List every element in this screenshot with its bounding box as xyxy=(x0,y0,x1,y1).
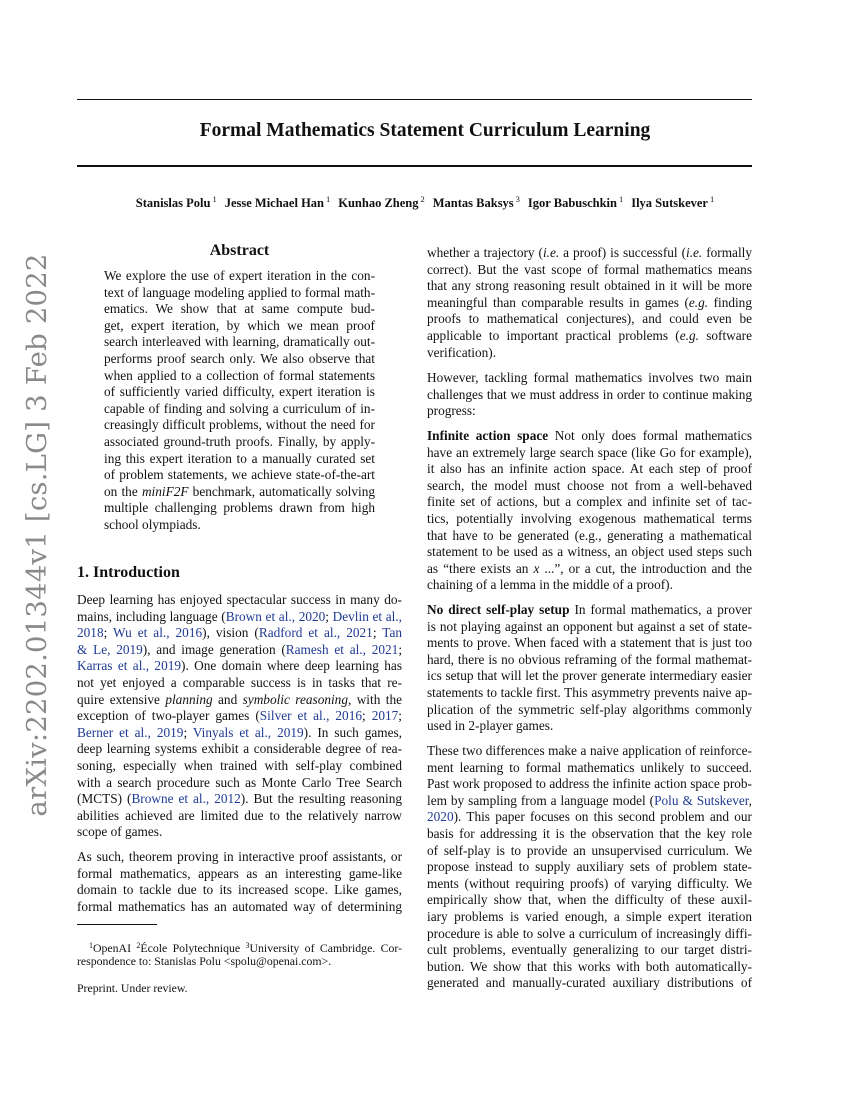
text-run: applicable to important practical problems ( xyxy=(427,327,680,343)
text-line xyxy=(77,675,402,692)
text-run: not yet enjoyed a comparable success is in tasks that re- xyxy=(77,674,402,690)
text-run: ; xyxy=(362,708,372,724)
text-line xyxy=(427,718,752,735)
text-run: correct). But the vast scope of formal mathematics means xyxy=(427,261,752,277)
text-run: is not playing against an opponent but against a set of state- xyxy=(427,618,752,634)
text-line xyxy=(427,262,752,279)
citation-link[interactable]: Berner et al., 2019 xyxy=(77,724,184,740)
text-line xyxy=(77,758,402,775)
text-line xyxy=(427,370,752,387)
text-line xyxy=(427,793,752,810)
text-run: Deep learning has enjoyed spectacular success in many do- xyxy=(77,592,402,607)
text-run: get, expert iteration, by which we mean proof xyxy=(104,317,375,333)
paper-title: Formal Mathematics Statement Curriculum Learning xyxy=(199,120,651,141)
citation-link[interactable]: & Le, 2019 xyxy=(77,641,143,657)
text-line xyxy=(427,909,752,926)
intro-paragraph xyxy=(77,592,402,841)
text-line xyxy=(77,642,402,659)
text-run: of self-play is to provide an unsupervised curriculum. We xyxy=(427,842,752,858)
text-run: Past work proposed to address the infinite action space prob- xyxy=(427,776,752,792)
text-line xyxy=(427,876,752,893)
text-line xyxy=(104,301,375,318)
text-line xyxy=(104,401,375,418)
emphasis-text: i.e. xyxy=(542,245,560,260)
text-run: ing this expert iteration to a manually curated set xyxy=(104,450,375,466)
text-line xyxy=(427,328,752,345)
text-line xyxy=(77,866,402,883)
citation-link[interactable]: Vinyals et al., 2019 xyxy=(192,724,304,740)
text-line xyxy=(104,517,375,534)
text-line xyxy=(427,478,752,495)
author-name: Mantas Baksys xyxy=(432,196,514,210)
text-run: ment learning to formal mathematics unlikely to succeed. xyxy=(427,759,752,775)
text-line xyxy=(427,702,752,719)
author-affiliation-number: 1 xyxy=(709,194,715,204)
text-run: associated ground-truth proofs. Finally, by apply- xyxy=(104,433,375,449)
text-run: abilities achieved are limited due to the relatively narrow xyxy=(77,807,402,823)
citation-link[interactable]: Ramesh et al., 2021 xyxy=(285,641,399,657)
correspondence: respondence to: Stanislas Polu <spolu@openai.com>. xyxy=(77,953,332,968)
text-line xyxy=(427,561,752,578)
text-run: verification). xyxy=(427,344,497,360)
text-line xyxy=(427,942,752,959)
citation-link[interactable]: Wu et al., 2016 xyxy=(113,625,203,641)
affiliation: University of Cambridge. Cor- xyxy=(249,941,403,955)
author-affiliation-number: 2 xyxy=(420,194,425,204)
citation-link[interactable]: Devlin et al., xyxy=(332,608,402,624)
text-run: proofs to mathematical conjectures), and could even be xyxy=(427,311,752,327)
title-top-rule xyxy=(77,99,752,100)
text-run: procedure is able to solve a curriculum of increasingly diffi- xyxy=(427,925,752,941)
text-line xyxy=(77,741,402,758)
text-run: as “there exists an xyxy=(427,560,534,576)
text-line xyxy=(427,278,752,295)
text-line xyxy=(77,882,402,899)
text-line xyxy=(427,668,752,685)
text-run: ematics. We show that at same compute bud- xyxy=(104,301,375,317)
text-line xyxy=(427,311,752,328)
text-line xyxy=(427,577,752,594)
emphasis-text: planning xyxy=(165,691,213,707)
text-line xyxy=(77,592,402,609)
author-affiliation-number: 1 xyxy=(212,194,217,204)
body-paragraph xyxy=(427,370,752,420)
text-line xyxy=(104,484,375,501)
text-run: These two differences make a naive application of reinforce- xyxy=(427,743,752,758)
text-run: a proof) is successful ( xyxy=(559,245,686,260)
text-run: with a search procedure such as Monte Carlo Tree Search xyxy=(77,774,402,790)
text-run: that have to be generated (e.g., generating a mathematical xyxy=(427,527,752,543)
text-run: (MCTS) ( xyxy=(77,791,132,807)
body-paragraph xyxy=(427,245,752,361)
text-line xyxy=(427,959,752,976)
author xyxy=(631,196,714,210)
text-run: plication of the symmetric self-play algorithms commonly xyxy=(427,701,752,717)
text-run: iary problems is varied enough, a simple expert iteration xyxy=(427,908,752,924)
text-run: empirically show that, when the difficulty of these auxil- xyxy=(427,892,752,908)
emphasis-text: e.g. xyxy=(688,294,709,310)
affiliation: OpenAI xyxy=(93,941,137,955)
text-run: lem by sampling from a language model ( xyxy=(427,792,655,808)
author xyxy=(136,196,217,210)
text-run: capable of finding and solving a curriculum of in- xyxy=(104,400,375,416)
footnote xyxy=(77,938,402,969)
abstract-text xyxy=(104,268,375,534)
text-line xyxy=(427,892,752,909)
citation-link[interactable]: Silver et al., 2016 xyxy=(259,708,362,724)
text-line xyxy=(427,445,752,462)
section-heading-introduction: 1. Introduction xyxy=(77,564,180,581)
text-run: However, tackling formal mathematics involves two main xyxy=(427,370,752,385)
text-line xyxy=(427,619,752,636)
author-name: Igor Babuschkin xyxy=(527,196,617,210)
text-line xyxy=(427,652,752,669)
text-run: ments (without requiring proofs) of varying difficulty. We xyxy=(427,875,752,891)
text-line xyxy=(104,268,375,285)
text-run: of sufficiently varied difficulty, expert iteration is xyxy=(104,384,375,400)
text-run: cult problems, eventually generalizing to our target distri- xyxy=(427,942,752,958)
author-name: Ilya Sutskever xyxy=(631,196,708,210)
text-line xyxy=(104,351,375,368)
text-run: deep learning systems exhibit a considerable degree of rea- xyxy=(77,741,402,757)
text-run: meaningful than comparable results in games ( xyxy=(427,294,689,310)
text-run: challenges that we must address in order to continue making xyxy=(427,386,752,402)
text-run: ). One domain where deep learning has xyxy=(181,658,402,674)
text-run: We explore the use of expert iteration in the con- xyxy=(104,268,375,283)
text-run: hard, there is no obvious reframing of the formal mathemat- xyxy=(427,651,752,667)
text-line xyxy=(427,403,752,420)
text-run: ; xyxy=(325,608,333,624)
text-line xyxy=(427,602,752,619)
text-line xyxy=(427,975,752,992)
text-line xyxy=(77,824,402,841)
text-run: used in 2-player games. xyxy=(427,718,554,734)
text-run: generated and manually-curated auxiliary distributions of xyxy=(427,975,752,991)
paragraph-run-in-heading: No direct self-play setup xyxy=(427,602,570,617)
text-line xyxy=(104,467,375,484)
author-name: Stanislas Polu xyxy=(135,196,211,210)
author-affiliation-number: 1 xyxy=(618,194,624,204)
arxiv-stamp: arXiv:2202.01344v1 [cs.LG] 3 Feb 2022 xyxy=(21,253,53,817)
text-run: search, the model must choose not from a well-behaved xyxy=(427,477,752,493)
author xyxy=(225,196,331,210)
text-line xyxy=(104,500,375,517)
text-run: ), vision ( xyxy=(202,625,259,641)
citation-link[interactable]: Karras et al., 2019 xyxy=(77,658,182,674)
text-run: quire extensive xyxy=(77,691,166,707)
text-run: statement to be used as a witness, an object used steps such xyxy=(427,544,752,560)
text-run: , with the xyxy=(347,691,402,707)
text-run: whether a trajectory ( xyxy=(427,245,543,260)
text-run: ). This paper focuses on this second problem and our xyxy=(453,809,752,825)
text-run: and xyxy=(212,691,243,707)
citation-link[interactable]: 2020 xyxy=(427,809,454,825)
text-line xyxy=(77,725,402,742)
text-line xyxy=(77,625,402,642)
text-line xyxy=(427,245,752,262)
text-run: ics setup that will let the prover generate intermediary easier xyxy=(427,668,752,684)
text-line xyxy=(427,776,752,793)
text-line xyxy=(77,849,402,866)
text-line xyxy=(427,494,752,511)
citation-link[interactable]: Brown et al., 2020 xyxy=(225,608,326,624)
text-run: search interleaved with learning, dramatically out- xyxy=(104,334,375,350)
text-run: propose instead to supply auxiliary sets of problem state- xyxy=(427,859,752,875)
affiliation-number: 2 xyxy=(136,941,141,950)
author-list xyxy=(0,194,850,211)
text-line xyxy=(427,926,752,943)
text-run: Not only does formal mathematics xyxy=(548,428,752,443)
text-line xyxy=(427,345,752,362)
text-run: domain to tackle due to its increased scope. Like games, xyxy=(77,882,402,898)
text-run: chaining of a lemma in the middle of a proof). xyxy=(427,577,673,593)
footnote-rule xyxy=(77,924,157,925)
citation-link[interactable]: Tan xyxy=(382,625,403,641)
text-run: finding xyxy=(708,294,752,310)
affiliation-number: 1 xyxy=(89,941,93,950)
text-line xyxy=(427,295,752,312)
text-line xyxy=(427,760,752,777)
text-line xyxy=(104,417,375,434)
text-run: when applied to a collection of formal statements xyxy=(104,367,375,383)
text-run: exception of two-player games ( xyxy=(77,708,260,724)
emphasis-text: i.e. xyxy=(686,245,703,260)
text-run: basis for addressing it is the observation that the key role xyxy=(427,825,752,841)
author-affiliation-number: 1 xyxy=(326,194,331,204)
author-name: Kunhao Zheng xyxy=(338,196,419,210)
text-line xyxy=(104,384,375,401)
affiliation-number: 3 xyxy=(245,941,250,950)
text-line xyxy=(104,285,375,302)
citation-link[interactable]: 2018 xyxy=(77,625,104,641)
text-line xyxy=(77,609,402,626)
citation-link[interactable]: Browne et al., 2012 xyxy=(131,791,241,807)
citation-link[interactable]: Radford et al., 2021 xyxy=(258,625,373,641)
text-line xyxy=(77,692,402,709)
emphasis-text: symbolic reasoning xyxy=(242,691,348,707)
text-line xyxy=(77,899,402,916)
text-run: , xyxy=(748,792,752,808)
title-bottom-rule xyxy=(77,165,752,167)
citation-link[interactable]: 2017 xyxy=(371,708,399,724)
author xyxy=(528,196,623,210)
text-line xyxy=(427,843,752,860)
text-run: bution. We show that this works with both automatically- xyxy=(427,958,752,974)
text-run: it also has an infinite action space. At each step of proof xyxy=(427,461,752,477)
text-line xyxy=(427,635,752,652)
text-line xyxy=(427,511,752,528)
text-run: ; xyxy=(103,625,114,641)
text-run: ; xyxy=(372,625,383,641)
abstract-heading: Abstract xyxy=(209,242,270,259)
text-line xyxy=(427,685,752,702)
text-line xyxy=(427,428,752,445)
text-line xyxy=(104,451,375,468)
text-line xyxy=(427,809,752,826)
preprint-note: Preprint. Under review. xyxy=(77,981,188,995)
text-line xyxy=(77,808,402,825)
text-line xyxy=(77,708,402,725)
text-run: soning, especially when trained with self-play combined xyxy=(77,757,402,773)
body-paragraph xyxy=(427,428,752,594)
text-run: creasingly difficult problems, without the need for xyxy=(104,417,375,433)
text-run: that any strong reasoning result obtained in it will be more xyxy=(427,278,752,294)
text-run: benchmark, automatically solving xyxy=(188,483,375,499)
author-name: Jesse Michael Han xyxy=(224,196,324,210)
text-run: school olympiads. xyxy=(104,516,201,532)
text-run: formal mathematics, appears as an interesting game-like xyxy=(77,865,402,881)
text-run: formal mathematics has an automated way of determining xyxy=(77,898,402,914)
text-run: on the xyxy=(104,483,142,499)
text-run: In formal mathematics, a prover xyxy=(569,602,752,617)
text-run: of problem statements, we achieve state-of-the-art xyxy=(104,467,375,483)
text-run: ments to prove. When faced with a statement that is just too xyxy=(427,635,752,651)
text-run: formally xyxy=(702,245,752,260)
text-line xyxy=(104,434,375,451)
text-run: ; xyxy=(398,641,403,657)
text-line xyxy=(77,775,402,792)
text-run: ; xyxy=(398,708,402,724)
author xyxy=(338,196,425,210)
text-run: ). In such games, xyxy=(303,724,402,740)
text-run: software xyxy=(698,327,752,343)
emphasis-text: e.g. xyxy=(679,327,699,343)
body-paragraph xyxy=(427,743,752,992)
emphasis-text: x xyxy=(533,560,540,576)
text-line xyxy=(104,334,375,351)
text-run: have an extremely large search space (like Go for example), xyxy=(427,444,752,460)
text-line xyxy=(427,743,752,760)
text-line xyxy=(427,544,752,561)
text-line xyxy=(427,528,752,545)
text-run: ...”, or a cut, the introduction and the xyxy=(539,560,752,576)
text-run: tics, potentially involving exogenous mathematical terms xyxy=(427,510,752,526)
text-run: text of language modeling applied to formal math- xyxy=(104,284,375,300)
author xyxy=(433,196,520,210)
text-run: statements to tackle first. This asymmetry prevents naive ap- xyxy=(427,684,752,700)
text-line xyxy=(104,318,375,335)
text-line xyxy=(77,791,402,808)
text-line xyxy=(427,826,752,843)
footnote-affiliations xyxy=(77,938,402,954)
text-run: progress: xyxy=(427,403,476,419)
text-run: performs proof search only. We also observe that xyxy=(104,350,375,366)
citation-link[interactable]: Polu & Sutskever xyxy=(654,792,749,808)
text-line xyxy=(427,461,752,478)
text-line xyxy=(427,859,752,876)
body-paragraph xyxy=(427,602,752,735)
text-run: ), and image generation ( xyxy=(142,641,286,657)
affiliation: École Polytechnique xyxy=(140,941,246,955)
paragraph-run-in-heading: Infinite action space xyxy=(427,428,549,443)
text-line xyxy=(104,368,375,385)
text-run: scope of games. xyxy=(77,824,163,840)
text-run: multiple challenging problems drawn from high xyxy=(104,500,375,516)
text-line xyxy=(427,387,752,404)
text-run: finite set of actions, but a complex and infinite set of tac- xyxy=(427,494,752,510)
emphasis-text: miniF2F xyxy=(141,483,189,499)
intro-paragraph xyxy=(77,849,402,915)
text-run: As such, theorem proving in interactive proof assistants, or xyxy=(77,849,402,864)
text-run: mains, including language ( xyxy=(77,608,226,624)
text-line xyxy=(77,658,402,675)
author-affiliation-number: 3 xyxy=(515,194,520,204)
text-run: ; xyxy=(183,724,193,740)
text-run: ). But the resulting reasoning xyxy=(240,791,402,807)
